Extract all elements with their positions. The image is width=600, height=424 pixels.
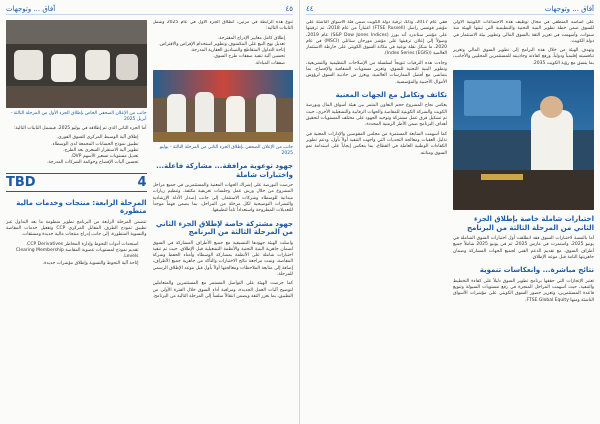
left-page-header	[6, 4, 293, 15]
section-paragraph: وتهدف الهيئة من خلال هذه البرامج إلى تطوير السوق المالي وتعزيز تنافسيته إقليمياً ودولياً، ورفع كفاءته وجاذبيته للمستثمرين المحليين والأجانب، بما يتسق مع رؤية الكويت 2035.	[453, 48, 594, 66]
phase-marker	[6, 173, 147, 192]
right-page	[300, 0, 600, 424]
bullet-item: • إتاحة آلية التحوط والتسوية وإطلاق مؤشرات جديدة.	[6, 261, 139, 267]
bullet-item: • تعديل مستويات تسعير الأسهم DVP.	[6, 154, 139, 160]
bullet-item: • تحسين آليات الإفصاح وحوكمة الشركات المدرجة.	[6, 160, 139, 166]
section-paragraph: يعكس نجاح المشروع حجم التعاون المثمر بين هيئة أسواق المال وبورصة الكويت والشركة الكويتية للمقاصة والجهات الرقابية والتشغيلية الأخرى، حيث تم تشكيل فرق عمل مشتركة وتوحيد الجهود على مختلف المستويات لتحقيق أهداف البرنامج ضمن الأطر الزمنية المحددة.	[306, 103, 447, 128]
phase-number: 4	[137, 174, 147, 190]
section-paragraph: كما أسهمت المتابعة المستمرة من مجلس المفوضين والإدارات المعنية في تذليل العقبات ومعالجة التحديات التي واجهت التنفيذ أولاً بأول، ودعم تطوير الكفاءات الوطنية العاملة في القطاع، بما ينعكس إيجاباً على استدامة نمو السوق ومتانته.	[306, 131, 447, 156]
right-page-column-1	[306, 20, 447, 418]
section-paragraph: ففي عام 2017، وذلك ترقية دولة الكويت ضمن فئة الأسواق الناشئة على مؤشر فوتسي راسل (FTSE Russell) اعتباراً من عام 2018، ثم ترقيتها على مؤشر ستاندرد آند بورز (S&P Dow Jones Indices) عام 2019، وصولاً إلى إعلان ترقيتها على مؤشر مورجان ستانلي (MSCI) في عام 2020، ما شكل نقلة نوعية في مكانة السوق الكويتي على خارطة الاستثمار العالمية (Index Series (EGIS)).	[306, 20, 447, 57]
phase-tbd-label: TBD	[6, 174, 36, 190]
phase-bullets	[6, 242, 147, 267]
section-heading: المرحلة الرابعة: منتجات وخدمات مالية متطورة	[16, 198, 147, 216]
section-paragraph: تتضمن المرحلة الرابعة من البرنامج تطوير منظومة ما بعد التداول عبر تطبيق نموذج الطرف المقابل المركزي CCP وتفعيل خدمات المقاصة والتسوية المتطورة، إلى جانب إدراج منتجات مالية جديدة ومشتقات.	[6, 219, 147, 238]
bullet-item: • إطلاق كامل معايير الإدراج المقترحة.	[153, 36, 286, 42]
section-heading: جهود توعوية مرافقة... مشاركة فاعلة... واختبارات شاملة	[156, 162, 293, 179]
right-page-column-2	[453, 20, 594, 418]
press-conference-photo	[6, 20, 147, 108]
left-page-number: ٤٥	[285, 5, 293, 13]
section-heading: اختبارات شاملة خاصة بإطلاق الجزء الثاني من المرحلة الثالثة من البرنامج	[466, 215, 594, 232]
section-paragraph: تعتبر الإنجازات التي حققها برنامج تطوير السوق دليلاً على كفاءة التخطيط والتنفيذ، حيث أسهمت المراحل المنجزة في رفع مستويات السيولة وتنويع قاعدة المستثمرين، وتعزيز حضور السوق الكويتي على مؤشرات الأسواق الناشئة ومنها FTSE Global Equity.	[453, 278, 594, 303]
section-heading: جهود مشتركة خاصة لإطلاق الجزء الثاني من المرحلة الثالثة من البرنامج	[155, 219, 293, 237]
section-paragraph: أما بالنسبة لاختبارات السوق فقد انطلقت أول اختبارات السوق الشاملة في يونيو 2025، واستمرت في مارس 2025، ثم في يونيو 2025 شاملاً جميع أطراف السوق، مع تقديم الدعم الفني لجميع الجهات المشاركة وضمان جاهزيتها التامة قبل موعد الإطلاق.	[453, 236, 594, 260]
ceremony-photo	[153, 70, 294, 142]
section-paragraph: حرصت البورصة على إشراك الجهات المعنية والمستثمرين في جميع مراحل المشروع من خلال ورش عمل وجلسات تعريفية مكثفة، وتنظيم زيارات ميدانية للوسطاء وشركات الاستثمار، إلى جانب إصدار الأدلة الإرشادية والنشرات التوضيحية لكل مرحلة من المراحل، بما يضمن فهماً موحداً للتعديلات المطروحة واستعداداً تاماً لتطبيقها.	[152, 183, 293, 214]
bullet-item: • صفقات المبادلة.	[153, 61, 286, 67]
section-heading: تكاتف وتكامل مع الجهات المعنية	[335, 90, 447, 99]
section-paragraph: على أساسه المنطقي في مجال توظيف هذه الاجتماعات الكويتية الأولى للسوق ضمن خطة تطوير البنية التحتية والتنظيمية التي تبنتها الهيئة منذ سنوات، وأسهمت في تعزيز الثقة بالسوق المالي وتطوير بيئة الاستثمار في دولة الكويت.	[453, 20, 594, 44]
bullet-item: • تطوير آلية الاستقرار السعري بعد الطرح.	[6, 148, 139, 154]
bullet-item: • تقديم نموذج لمستويات عضوية المقاصة Clearing Membership Levels.	[6, 248, 139, 261]
left-page-header-title: آفاق ... وتوجهات	[6, 5, 56, 13]
photo-caption: جانب من الإعلان الصحفي بإطلاق الجزء الثاني من المرحلة الثالثة - يوليو 2025	[159, 145, 293, 157]
right-page-header-title: آفاق ... وتوجهات	[544, 5, 594, 13]
bullet-item: • تطبيق نموذج الحسابات المجمعة لدى الوسطاء.	[6, 142, 139, 148]
right-page-header	[306, 4, 594, 15]
section-paragraph: أما الجزء الثاني الذي تم إطلاقه في يوليو 2025، فيشمل التابتات التالية:	[13, 126, 147, 131]
left-page-columns	[6, 20, 293, 418]
photo-caption: جانب من الإعلان الصحفي الخاص بإطلاق الجزء الأول من المرحلة الثالثة - أبريل 2025	[10, 111, 147, 122]
section-paragraph: وجاءت هذه الترقيات تتويجاً لسلسلة من الإصلاحات التنظيمية والتشريعية، وتطوير البنية التحتية للسوق، وتعزيز مستويات الشفافية والإفصاح، بما يتماشى مع أفضل الممارسات العالمية، ويعزز من جاذبية السوق لرؤوس الأموال الأجنبية والمؤسسية.	[306, 60, 447, 85]
left-page-column-2	[6, 20, 147, 418]
speaker-photo	[453, 70, 594, 210]
right-page-columns	[306, 20, 594, 418]
bullet-item: • إتاحة التداول المتقاطع والصناديق العقارية المدرجة.	[153, 48, 286, 54]
section-paragraph: كما حرصت الهيئة على التواصل المستمر مع المستثمرين والمتعاملين لتوضيح آليات العمل الجديدة، ومراقبة أداء السوق خلال الفترة الأولى من التطبيق، بما يعزز الثقة ويضمن انتقالاً سلساً إلى المرحلة التالية من البرنامج.	[152, 281, 293, 299]
section-paragraph: واصلت الهيئة جهودها التنسيقية مع جميع الأطراف المشاركة في السوق لضمان جاهزية البنية التحتية والأنظمة التشغيلية قبل الإطلاق، حيث تم تنفيذ اختبارات شاملة على الأنظمة بمشاركة الوسطاء وأمناء الحفظ وشركة المقاصة، وتمت مراجعة نتائج الاختبارات والتأكد من جاهزية جميع الأطراف، إضافة إلى متابعة الملاحظات ومعالجتها أولاً بأول قبل موعد الإطلاق الرسمي للمرحلة.	[152, 240, 293, 278]
right-page-number: ٤٤	[306, 5, 314, 13]
column-intro: تنوع هذه الرابطة في مرتين، انطلاق الجزء الأول في عام 2025 وشمل التابتات التالية:	[152, 20, 293, 32]
bullet-item: • استحداث أدوات التحوط وإدارة المخاطر CCP Derivatives.	[6, 242, 139, 248]
phase-bullets	[153, 36, 294, 67]
bullet-item: • تحسين آلية تنفيذ صفقات طرح السوق.	[153, 54, 286, 60]
bullet-item: • إطلاق آلية الوسيط المركزي للسوق الفوري.	[6, 135, 139, 141]
bullet-item: • تعديل نهج البيع على المكشوف وتطوير استخدام الإقراض والاقتراض.	[153, 42, 286, 48]
left-page-column-1	[153, 20, 294, 418]
section-heading: نتائج مباشرة... وانعكاسات تنموية	[479, 266, 594, 275]
phase-bullets	[6, 135, 147, 166]
